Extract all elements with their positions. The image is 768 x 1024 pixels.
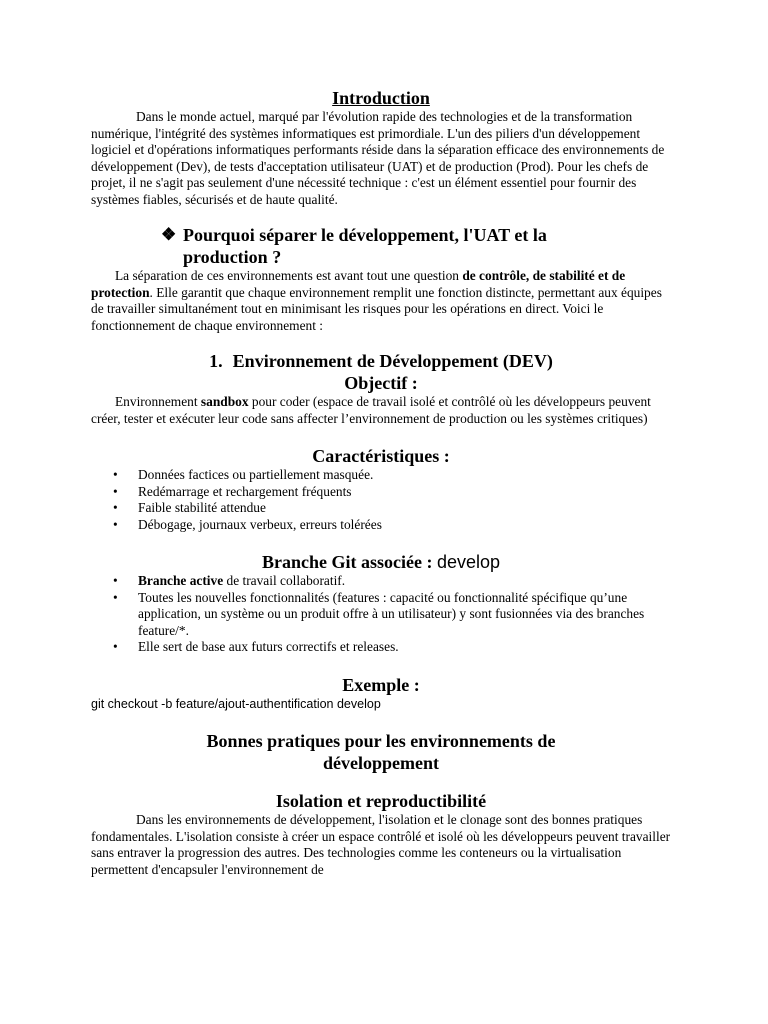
pourquoi-heading-line2: production ?	[183, 247, 282, 267]
dev-heading	[91, 350, 671, 372]
bonnes-pratiques-heading	[91, 730, 671, 774]
list-item	[91, 467, 671, 484]
list-item-text: Redémarrage et rechargement fréquents	[138, 483, 352, 499]
isolation-heading: Isolation et reproductibilité	[275, 791, 487, 811]
objectif-text-bold: sandbox	[200, 394, 249, 409]
branche-item-rest: de travail collaboratif.	[223, 573, 346, 588]
objectif-text-start: Environnement	[115, 394, 201, 409]
objectif-paragraph	[91, 394, 671, 427]
diamond-bullet-icon: ❖	[161, 225, 177, 244]
branche-item-bold: Branche active	[138, 573, 224, 588]
document-content	[91, 87, 671, 878]
bullet-icon: •	[113, 467, 118, 482]
pourquoi-heading	[91, 224, 671, 268]
intro-paragraph: Dans le monde actuel, marqué par l'évolution rapide des technologies et de la transformation numérique, l'intégrité des systèmes informatiques est primordiale. L'un des piliers d'un développement logiciel et d'opérations informatiques performants réside dans la séparation efficace des environnements de développement (Dev), de tests d'acceptation utilisateur (UAT) et de production (Prod). Pour les chefs de projet, il ne s'agit pas seulement d'une nécessité technique : c'est un élément essentiel pour fournir des systèmes fiables, sécurisés et de haute qualité.	[91, 109, 665, 207]
branche-heading	[91, 551, 671, 573]
branche-list	[91, 573, 671, 656]
dev-heading-title: Environnement de Développement (DEV)	[232, 351, 553, 371]
list-item-text: Elle sert de base aux futurs correctifs et releases.	[138, 639, 399, 654]
pourquoi-text-bold: de contrôle, de stabilité et de protection	[91, 268, 626, 300]
bonnes-pratiques-line2: développement	[323, 753, 439, 773]
bullet-icon: •	[113, 500, 118, 515]
intro-heading: Introduction	[332, 88, 430, 108]
bullet-icon: •	[113, 483, 118, 499]
pourquoi-paragraph	[91, 268, 671, 334]
objectif-text-end: pour coder (espace de travail isolé et contrôlé où les développeurs peuvent créer, tester et exécuter leur code sans affecter l’environnement de production ou les systèmes critiques)	[91, 394, 651, 426]
list-item-text: Débogage, journaux verbeux, erreurs tolérées	[138, 516, 382, 532]
list-item	[91, 590, 671, 640]
bullet-icon: •	[113, 573, 118, 588]
branche-heading-label: Branche Git associée :	[261, 552, 433, 572]
list-item	[91, 517, 671, 534]
branche-name: develop	[436, 552, 501, 572]
pourquoi-text-start: La séparation de ces environnements est avant tout une question	[115, 268, 463, 283]
list-item-text: Données factices ou partiellement masquée.	[138, 467, 374, 482]
exemple-code: git checkout -b feature/ajout-authentification develop	[91, 696, 381, 711]
bullet-icon: •	[113, 516, 118, 532]
list-item	[91, 500, 671, 517]
dev-heading-number: 1.	[209, 351, 223, 371]
bonnes-pratiques-line1: Bonnes pratiques pour les environnements de	[206, 731, 556, 751]
pourquoi-text-end: . Elle garantit que chaque environnement remplit une fonction distincte, permettant aux équipes de travailler simultanément tout en minimisant les risques pour les opérations en direct. Voici le fonctionnement de chaque environnement :	[91, 284, 662, 333]
bullet-icon: •	[113, 589, 118, 605]
list-item	[91, 484, 671, 501]
isolation-paragraph: Dans les environnements de développement, l'isolation et le clonage sont des bonnes pratiques fondamentales. L'isolation consiste à créer un espace contrôlé et isolé où les développeurs peuvent travailler sans entraver la progression des autres. Des technologies comme les conteneurs ou la virtualisation permettent d'encapsuler l'environnement de	[91, 812, 671, 877]
bullet-icon: •	[113, 639, 118, 654]
objectif-heading: Objectif :	[344, 373, 418, 393]
list-item	[91, 573, 671, 590]
list-item-text: Faible stabilité attendue	[138, 500, 266, 515]
list-item	[91, 639, 671, 656]
pourquoi-heading-line1: Pourquoi séparer le développement, l'UAT et la	[183, 225, 547, 245]
list-item-text: Toutes les nouvelles fonctionnalités (features : capacité ou fonctionnalité spécifique qu’une application, un système ou un produit offre à un utilisateur) y sont fusionnées via des branches feature/*.	[138, 589, 645, 638]
caracteristiques-list	[91, 467, 671, 533]
exemple-heading: Exemple :	[342, 674, 420, 695]
caracteristiques-heading: Caractéristiques :	[312, 446, 450, 466]
